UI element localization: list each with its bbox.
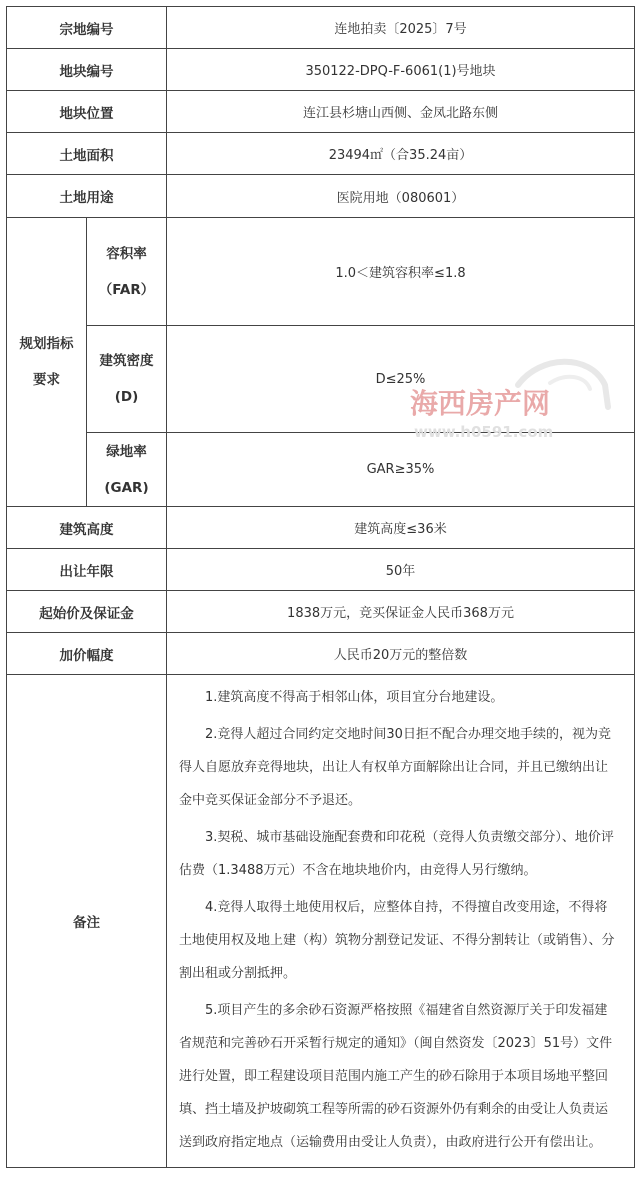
note-item: 5.项目产生的多余砂石资源严格按照《福建省自然资源厅关于印发福建省规范和完善砂石开采暂行规定的通知》（闽自然资发〔2023〕51号）文件进行处置，即工程建设项目范围内施工产生的砂石除用于本项目场地平整回填、挡土墙及护坡砌筑工程等所需的砂石资源外仍有剩余的由受让人负责运送到政府指定地点（运输费用由受让人负责），由政府进行公开有偿出让。 [179,1003,613,1150]
term-label: 出让年限 [7,549,167,591]
increment-label: 加价幅度 [7,633,167,675]
row-far [7,218,635,326]
area-value: 23494㎡（合35.24亩） [167,133,635,175]
planning-label: 规划指标要求 [7,218,87,507]
row-term [7,549,635,591]
row-increment [7,633,635,675]
row-use [7,175,635,218]
row-notes [7,675,635,1168]
location-label: 地块位置 [7,91,167,133]
note-item: 1.建筑高度不得高于相邻山体，项目宜分台地建设。 [205,690,504,705]
height-label: 建筑高度 [7,507,167,549]
note-item: 2.竞得人超过合同约定交地时间30日拒不配合办理交地手续的，视为竞得人自愿放弃竞得地块，出让人有权单方面解除出让合同，并且已缴纳出让金中竞买保证金部分不予退还。 [179,727,611,808]
row-area [7,133,635,175]
row-price [7,591,635,633]
watermark-text: 海西房产网 [410,387,551,420]
increment-value: 人民币20万元的整倍数 [167,633,635,675]
note-item: 3.契税、城市基础设施配套费和印花税（竞得人负责缴交部分）、地价评估费（1.3488万元）不含在地块地价内，由竞得人另行缴纳。 [179,830,614,878]
parcel-code-label: 宗地编号 [7,7,167,49]
notes-label: 备注 [7,675,167,1168]
far-label: 容积率（FAR） [87,218,167,326]
location-value: 连江县杉塘山西侧、金凤北路东侧 [167,91,635,133]
area-label: 土地面积 [7,133,167,175]
row-plot-code [7,49,635,91]
row-density [7,326,635,433]
height-value: 建筑高度≤36米 [167,507,635,549]
notes-content [167,675,635,1168]
use-value: 医院用地（080601） [167,175,635,218]
parcel-code-value: 连地拍卖〔2025〕7号 [167,7,635,49]
row-parcel-code [7,7,635,49]
row-location [7,91,635,133]
price-value: 1838万元，竞买保证金人民币368万元 [167,591,635,633]
note-item: 4.竞得人取得土地使用权后，应整体自持，不得擅自改变用途，不得将土地使用权及地上建（构）筑物分割登记发证、不得分割转让（或销售）、分割出租或分割抵押。 [179,900,615,981]
watermark-url: www.h0591.com [414,423,554,441]
price-label: 起始价及保证金 [7,591,167,633]
green-value: GAR≥35% [167,433,635,507]
land-info-table [6,6,635,1168]
far-value: 1.0＜建筑容积率≤1.8 [167,218,635,326]
density-label: 建筑密度(D) [87,326,167,433]
row-height [7,507,635,549]
row-green [7,433,635,507]
plot-code-label: 地块编号 [7,49,167,91]
term-value: 50年 [167,549,635,591]
density-value: D≤25% [167,326,635,433]
use-label: 土地用途 [7,175,167,218]
green-label: 绿地率(GAR) [87,433,167,507]
plot-code-value: 350122-DPQ-F-6061(1)号地块 [167,49,635,91]
